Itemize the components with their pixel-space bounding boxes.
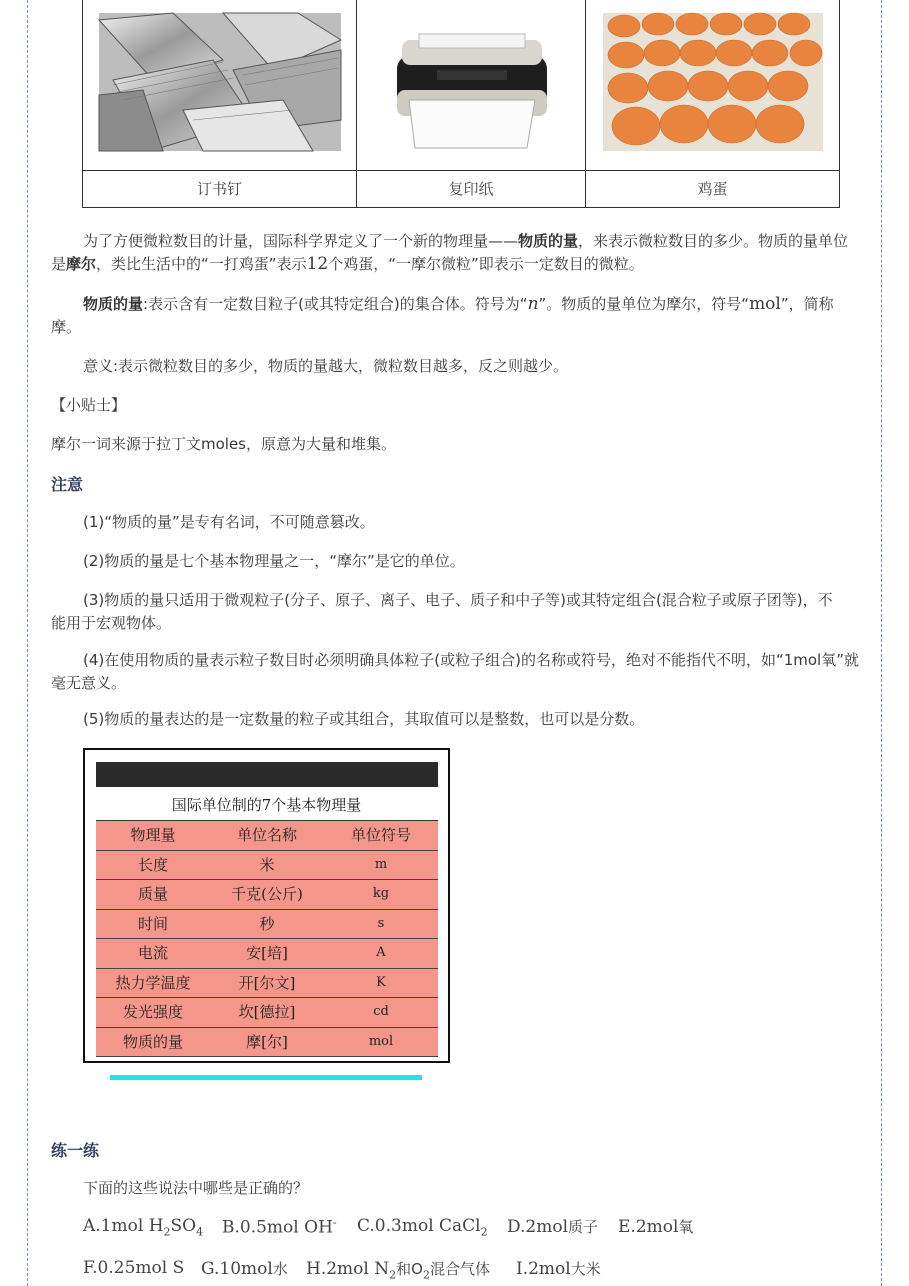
si-table-grid [96, 820, 438, 1057]
definition-symbol: n [527, 294, 539, 314]
definition-text-1: :表示含有一定数目粒子(或其特定组合)的集合体。符号为“ [143, 295, 528, 313]
cyan-underline [110, 1075, 422, 1080]
caption-paper: 复印纸 [357, 171, 586, 208]
caption-eggs: 鸡蛋 [697, 180, 728, 198]
tip-title: 【小贴士】 [51, 396, 127, 414]
option-d-text: D.2mol [507, 1217, 569, 1237]
intro-text-4: 个鸡蛋，“一摩尔微粒”即表示一定数目的微粒。 [328, 255, 644, 273]
definition-mol: mol [749, 294, 781, 314]
option-c-text: C.0.3mol CaCl [357, 1216, 481, 1236]
tip-text: 摩尔一词来源于拉丁文moles，原意为大量和堆集。 [51, 435, 397, 453]
si-cell: s [377, 915, 385, 931]
printer-image [357, 0, 586, 170]
si-header-unit-name: 单位名称 [236, 826, 297, 844]
option-h: H.2mol $N_2$和$O_2$混合气体 [306, 1259, 490, 1282]
si-table-header-row [96, 821, 438, 851]
page-border-left [27, 0, 28, 1286]
option-i [516, 1258, 601, 1279]
si-cell: 千克(公斤) [231, 885, 303, 903]
option-d [507, 1216, 598, 1237]
option-a: A.1mol $H_2SO_4$ [83, 1216, 204, 1239]
note-2: (2)物质的量是七个基本物理量之一，“摩尔”是它的单位。 [83, 552, 465, 570]
si-cell: 发光强度 [122, 1003, 183, 1021]
si-table-title: 国际单位制的7个基本物理量 [171, 796, 362, 814]
si-cell: 长度 [137, 855, 168, 874]
si-cell: 米 [259, 855, 275, 874]
intro-text-3: ，类比生活中的“一打鸡蛋”表示 [96, 255, 307, 273]
si-cell: 秒 [259, 914, 275, 933]
option-d-cn: 质子 [568, 1218, 599, 1236]
si-units-table-image [83, 748, 450, 1063]
intro-text-2: ，来表示微粒数目的多少。物质的量单位是 [51, 232, 849, 273]
si-cell: kg [372, 886, 390, 901]
si-header-quantity: 物理量 [130, 826, 176, 844]
option-f [83, 1258, 184, 1278]
meaning-paragraph: 意义:表示微粒数目的多少，物质的量越大，微粒数目越多，反之则越少。 [83, 357, 569, 375]
si-cell: 坎[德拉] [238, 1003, 296, 1021]
si-table-header-bar [96, 762, 438, 787]
intro-number: 12 [306, 254, 329, 274]
option-b-text: B.0.5mol OH [222, 1217, 333, 1238]
option-e-cn: 氧 [678, 1218, 694, 1236]
note-4: (4)在使用物质的量表示粒子数目时必须明确具体粒子(或粒子组合)的名称或符号，绝对不能指代不明，如“1mol氧”就毫无意义。 [51, 651, 859, 692]
option-h-cn: 混合气体 [429, 1260, 490, 1278]
note-1: (1)“物质的量”是专有名词，不可随意篡改。 [83, 513, 375, 531]
note-3: (3)物质的量只适用于微观粒子(分子、原子、离子、电子、质子和中子等)或其特定组合(混合粒子或原子团等)，不能用于宏观物体。 [51, 591, 833, 632]
caption-row [83, 170, 839, 208]
si-table-row [96, 998, 438, 1028]
option-c: C.0.3mol CaCl$_2$ [357, 1216, 488, 1239]
definition-text-3: ”，简称摩。 [51, 295, 834, 336]
option-g-text: G.10mol [201, 1259, 273, 1279]
intro-term: 物质的量 [518, 232, 579, 250]
object-image-table [82, 0, 840, 208]
si-cell: 时间 [137, 914, 168, 933]
si-cell: m [374, 856, 388, 872]
caption-staples: 订书钉 [83, 171, 357, 208]
practice-heading: 练一练 [51, 1141, 100, 1160]
si-cell: 热力学温度 [115, 973, 191, 992]
si-cell: 开[尔文] [238, 973, 296, 992]
si-cell: 安[培] [246, 944, 288, 962]
option-e [618, 1216, 693, 1237]
question-text: 下面的这些说法中哪些是正确的？ [83, 1179, 309, 1197]
option-b: B.0.5mol OH- [222, 1216, 337, 1238]
eggs-image [586, 0, 840, 170]
definition-text-2: ”。物质的量单位为摩尔，符号“ [538, 295, 750, 313]
si-table-row [96, 969, 438, 999]
intro-text-1: 为了方便微粒数目的计量，国际科学界定义了一个新的物理量—— [83, 232, 519, 250]
option-e-text: E.2mol [618, 1217, 679, 1237]
si-cell: 质量 [137, 885, 168, 903]
notice-heading: 注意 [51, 475, 84, 494]
definition-term: 物质的量 [83, 295, 144, 313]
staples-image [83, 0, 357, 170]
option-h-text: H.2mol N [306, 1259, 390, 1279]
printer-image-cell [357, 0, 586, 170]
si-table-row [96, 851, 438, 881]
si-header-unit-symbol: 单位符号 [350, 826, 411, 844]
si-cell: K [376, 974, 386, 990]
si-table-row [96, 880, 438, 910]
option-i-text: I.2mol [516, 1259, 571, 1279]
option-f-text: F.0.25mol S [83, 1258, 185, 1278]
si-cell: 电流 [137, 944, 168, 962]
si-table-row [96, 910, 438, 940]
si-cell: cd [373, 1004, 389, 1019]
staples-image-cell [83, 0, 357, 170]
option-g-cn: 水 [272, 1260, 288, 1278]
definition-paragraph [51, 293, 861, 339]
eggs-image-cell [586, 0, 840, 170]
note-5: (5)物质的量表达的是一定数量的粒子或其组合，其取值可以是整数，也可以是分数。 [83, 710, 645, 728]
page-border-right [881, 0, 882, 1286]
si-table-row [96, 1028, 438, 1058]
si-cell: A [376, 945, 386, 960]
si-cell: 物质的量 [122, 1032, 183, 1051]
option-h-and: 和O [396, 1260, 423, 1278]
si-table-row [96, 939, 438, 969]
intro-paragraph [51, 230, 861, 276]
si-cell: mol [368, 1033, 394, 1049]
option-i-cn: 大米 [570, 1260, 601, 1278]
si-cell: 摩[尔] [246, 1032, 288, 1051]
intro-unit: 摩尔 [66, 255, 97, 273]
option-a-text: A.1mol H [83, 1216, 164, 1236]
option-g [201, 1258, 288, 1279]
